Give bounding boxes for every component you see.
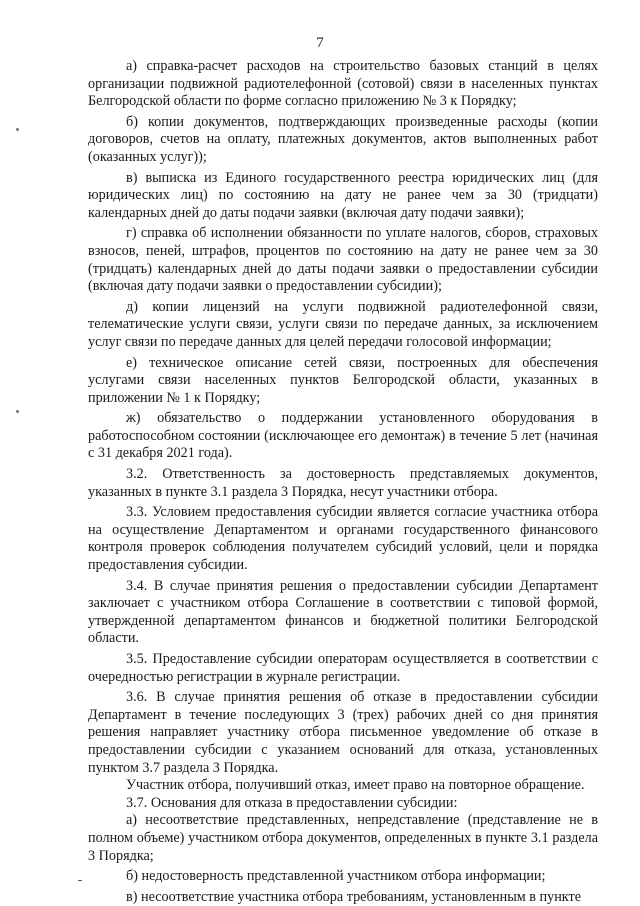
scan-margin-dot — [16, 128, 19, 131]
paragraph-item-v-registry-extract: в) выписка из Единого государственного реестра юридических лиц (для юридических лиц) по состоянию на дату не ранее чем за 30 (тридцати) календарных дней до даты подачи заявки (включая дату подачи заявки); — [88, 169, 598, 221]
document-body — [88, 58, 598, 906]
paragraph-item-d-licenses: д) копии лицензий на услуги подвижной радиотелефонной связи, телематические услуги связи, услуги связи по передаче данных, за исключением услуг связи по передаче данных для целей передачи голосовой информации; — [88, 298, 598, 350]
paragraph-3-6-refusal: 3.6. В случае принятия решения об отказе в предоставлении субсидии Департамент в течение последующих 3 (трех) рабочих дней со дня принятия решения направляет участнику отбора письменное уведомление об отказе в предоставлении субсидии с указанием оснований для отказа, установленных пунктом 3.7 раздела 3 Порядка. — [88, 689, 598, 776]
paragraph-3-5-order: 3.5. Предоставление субсидии операторам осуществляется в соответствии с очередностью регистрации в журнале регистрации. — [88, 651, 598, 685]
paragraph-item-b-expense-documents: б) копии документов, подтверждающих произведенные расходы (копии договоров, счетов на оплату, платежных документов, актов выполненных работ (оказанных услуг)); — [88, 113, 598, 165]
paragraph-3-4-agreement: 3.4. В случае принятия решения о предоставлении субсидии Департамент заключает с участником отбора Соглашение в соответствии с типовой формой, утвержденной департаментом финансов и бюджетной политики Белгородской области. — [88, 577, 598, 647]
scan-footer-mark — [78, 880, 82, 881]
paragraph-item-zh-equipment-obligation: ж) обязательство о поддержании установленного оборудования в работоспособном состоянии (исключающее его демонтаж) в течение 5 лет (начиная с 31 декабря 2021 года). — [88, 410, 598, 462]
scan-margin-dot — [16, 410, 19, 413]
paragraph-3-3-consent: 3.3. Условием предоставления субсидии является согласие участника отбора на осуществление Департаментом и органами государственного финансового контроля проверок соблюдения получателем субсидий условий, цели и порядка предоставления субсидии. — [88, 504, 598, 574]
paragraph-reapply-right: Участник отбора, получивший отказ, имеет право на повторное обращение. — [126, 777, 585, 794]
paragraph-item-e-technical-description: е) техническое описание сетей связи, построенных для обеспечения услугами связи населенных пунктов Белгородской области, указанных в приложении № 1 к Порядку; — [88, 354, 598, 406]
page-number: 7 — [316, 35, 324, 51]
paragraph-item-g-tax-certificate: г) справка об исполнении обязанности по уплате налогов, сборов, страховых взносов, пеней, штрафов, процентов по состоянию на дату не ранее чем за 30 (тридцать) календарных дней до даты подачи заявки о предоставлении субсидии (включая дату подачи заявки о предоставлении субсидии); — [88, 225, 598, 295]
paragraph-ground-v: в) несоответствие участника отбора требованиям, установленным в пункте — [126, 888, 581, 905]
paragraph-3-2-responsibility: 3.2. Ответственность за достоверность представляемых документов, указанных в пункте 3.1 раздела 3 Порядка, несут участники отбора. — [88, 466, 598, 500]
paragraph-ground-b: б) недостоверность представленной участником отбора информации; — [126, 868, 546, 885]
paragraph-ground-a: а) несоответствие представленных, непредставление (представление не в полном объеме) участником отбора документов, определенных в пункте 3.1 раздела 3 Порядка; — [88, 812, 598, 864]
paragraph-3-7-grounds: 3.7. Основания для отказа в предоставлении субсидии: — [126, 794, 458, 811]
paragraph-item-a-budget-calculation: а) справка-расчет расходов на строительство базовых станций в целях организации подвижной радиотелефонной (сотовой) связи в населенных пунктах Белгородской области по форме согласно приложению № 3 к Порядку; — [88, 58, 598, 110]
